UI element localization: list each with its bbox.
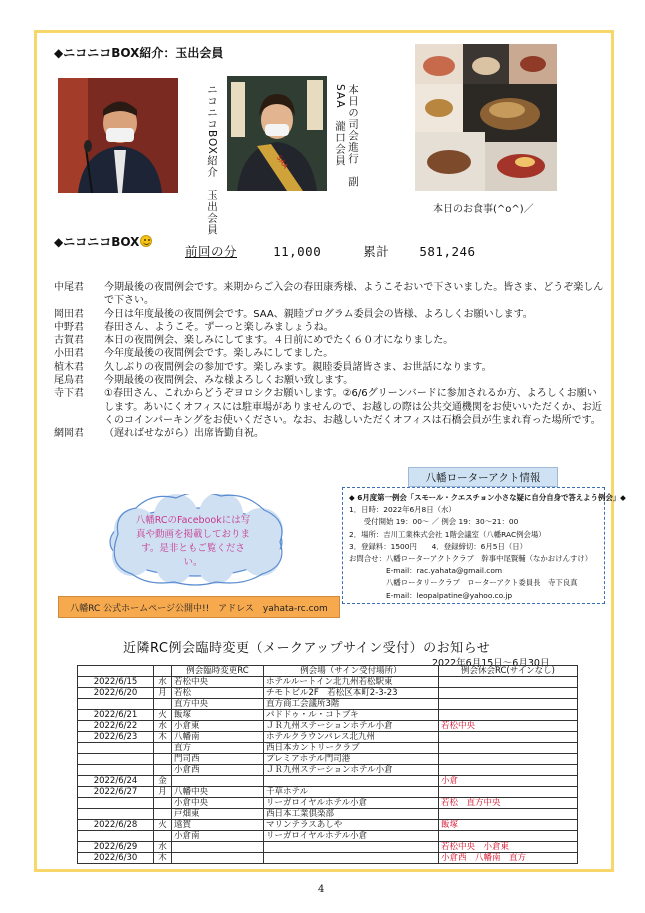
schedule-date: 2022/6/15 [78,677,154,688]
rotaract-line: ◆ 6月度第一例会「スモール・クエスチョン小さな疑に自分自身で答えよう例会」◆ [349,493,626,502]
message-text: 今日は年度最後の夜間例会です。SAA、親睦プログラム委員会の皆様、よろしくお願いします。 [104,308,533,320]
member-name: 古賀君 [54,335,84,347]
schedule-club: 小倉東 [172,721,264,732]
schedule-dow: 木 [154,732,172,743]
rotaract-line: E-mail：rac.yahata@gmail.com [349,566,503,576]
schedule-venue: 西日本工業倶楽部 [264,809,439,820]
schedule-body [78,677,578,864]
niko-box-title [54,233,152,250]
schedule-date: 2022/6/23 [78,732,154,743]
message-text: ①春田さん、これからどうぞヨロシクお願いします。②6/6グリーンバードに参加されるか方、よろしくお願いします。あいにくオフィスには駐車場がありませんので、お越しの際は公共交通機関をお使いいただくか、お近くのコインパーキングをお使いください。なお、お越しいただくオフィスは石橋会員が生まれ育った場所です。 [104,388,602,426]
message-row [54,347,604,360]
meal-caption: 本日のお食事(^o^)／ [433,204,534,215]
schedule-date [78,809,154,820]
schedule-dow [154,743,172,754]
schedule-closed [439,732,578,743]
schedule-row [78,798,578,809]
schedule-venue: マリンテラスあしや [264,820,439,831]
total-value: 581,246 [419,244,476,259]
schedule-dow: 木 [154,853,172,864]
schedule-date [78,765,154,776]
schedule-dow: 水 [154,677,172,688]
schedule-row [78,743,578,754]
schedule-closed [439,831,578,842]
schedule-row [78,831,578,842]
message-text: 久しぶりの夜間例会の参加です。楽しみます。親睦委員諸皆さま、お世話になります。 [104,361,492,373]
message-row [54,387,604,427]
schedule-dow: 金 [154,776,172,787]
schedule-venue [264,842,439,853]
schedule-venue: ホテルルートイン北九州若松駅東 [264,677,439,688]
rotaract-line: お問合せ：八幡ローターアクトクラブ 幹事中尾賢輔（なかおけんすけ） [349,554,593,564]
schedule-venue: パドドゥ・ル・コトブキ [264,710,439,721]
schedule-club: 遠賀 [172,820,264,831]
schedule-row [78,754,578,765]
schedule-club: 直方 [172,743,264,754]
member-name: 中野君 [54,321,84,333]
rotaract-line: 受付開始 19：00〜 ／ 例会 19：30〜21：00 [349,517,519,527]
schedule-club: 門司西 [172,754,264,765]
message-text: 春田さん、ようこそ。ずーっと楽しみましょうね。 [104,321,334,333]
schedule-row [78,809,578,820]
header-date [78,666,154,677]
message-row [54,427,604,440]
message-row [54,308,604,321]
homepage-banner: 八幡RC 公式ホームページ公開中!! アドレス yahata-rc.com [58,596,340,618]
schedule-venue: リーガロイヤルホテル小倉 [264,798,439,809]
header-club: 例会臨時変更RC [172,666,264,677]
schedule-club: 若松中央 [172,677,264,688]
schedule-closed [439,710,578,721]
schedule-closed: 飯塚 [439,820,578,831]
schedule-venue: ＪＲ九州ステーションホテル小倉 [264,765,439,776]
schedule-date [78,798,154,809]
member-name: 小田君 [54,348,84,360]
schedule-dow [154,809,172,820]
message-row [54,281,604,308]
schedule-date: 2022/6/22 [78,721,154,732]
schedule-date: 2022/6/20 [78,688,154,699]
meal-photo-collage [415,44,557,191]
header-venue: 例会場（サイン受付場所） [264,666,439,677]
schedule-date: 2022/6/28 [78,820,154,831]
header-dow [154,666,172,677]
schedule-venue: 千草ホテル [264,787,439,798]
schedule-row [78,699,578,710]
niko-box-totals [185,242,476,260]
schedule-dow [154,831,172,842]
schedule-club: 小倉西 [172,765,264,776]
schedule-club: 八幡中央 [172,787,264,798]
schedule-row [78,787,578,798]
schedule-club: 小倉南 [172,831,264,842]
niko-box-title-text: ◆ニコニコBOX [54,235,140,249]
schedule-venue [264,776,439,787]
schedule-closed [439,809,578,820]
message-row [54,334,604,347]
schedule-venue: ホテルクラウンパレス北九州 [264,732,439,743]
schedule-club: 小倉中央 [172,798,264,809]
schedule-row [78,853,578,864]
mc-photo [227,76,327,191]
schedule-date: 2022/6/24 [78,776,154,787]
schedule-row [78,721,578,732]
schedule-venue: 西日本カントリークラブ [264,743,439,754]
schedule-dow [154,754,172,765]
schedule-dow: 水 [154,721,172,732]
schedule-closed: 小倉西 八幡南 直方 [439,853,578,864]
message-text: 本日の夜間例会、楽しみにしてます。４日前にめでたく６０才になりました。 [104,335,454,347]
prev-value: 11,000 [273,244,322,259]
schedule-date: 2022/6/27 [78,787,154,798]
schedule-club: 飯塚 [172,710,264,721]
schedule-dow: 月 [154,787,172,798]
schedule-closed: 小倉 [439,776,578,787]
schedule-club: 戸畑東 [172,809,264,820]
message-row [54,321,604,334]
niko-intro-title: ◆ニコニコBOX紹介：玉出会員 [54,46,224,60]
prev-label: 前回の分 [185,244,238,259]
schedule-date [78,754,154,765]
schedule-closed [439,677,578,688]
smile-icon [140,235,152,247]
schedule-row [78,677,578,688]
schedule-closed [439,754,578,765]
member-name: 寺下君 [54,388,84,400]
schedule-date [78,831,154,842]
schedule-date: 2022/6/29 [78,842,154,853]
rotaract-line: 2．場所：吉川工業株式会社 1階会議室（八幡RAC例会場） [349,529,546,539]
schedule-closed [439,765,578,776]
header-closed: 例会休会RC(サインなし) [439,666,578,677]
schedule-venue: 直方商工会議所3階 [264,699,439,710]
niko-messages [54,281,604,441]
schedule-venue [264,853,439,864]
schedule-dow: 月 [154,688,172,699]
schedule-venue: チモトビル2F 若松区本町2-3-23 [264,688,439,699]
schedule-dow [154,798,172,809]
speaker-caption: ニコニコBOX紹介 玉出会員 [206,84,218,236]
schedule-closed [439,743,578,754]
rotaract-line: 八幡ロータリークラブ ローターアクト委員長 寺下良真 [349,578,578,588]
rotaract-line: E-mail：leopalpatine@yahoo.co.jp [349,590,513,600]
schedule-header-row [78,666,578,677]
message-row [54,374,604,387]
message-text: （遅ればせながら）出席皆勤自祝。 [104,428,264,440]
schedule-range: 2022年6月15日〜6月30日 [432,658,550,669]
schedule-row [78,688,578,699]
schedule-row [78,776,578,787]
schedule-dow [154,699,172,710]
facebook-notice: 八幡RCのFacebookには写真や動画を掲載しております。是非ともご覧ください。 [135,515,251,568]
schedule-venue: リーガロイヤルホテル小倉 [264,831,439,842]
schedule-closed: 若松中央 小倉東 [439,842,578,853]
rotaract-info-box [342,487,626,604]
rotaract-title: 八幡ローターアクト情報 [408,467,558,487]
schedule-row [78,820,578,831]
member-name: 網岡君 [54,428,84,440]
schedule-club: 若松 [172,688,264,699]
member-name: 中尾君 [54,282,84,293]
schedule-dow: 火 [154,710,172,721]
message-row [54,361,604,374]
speaker-photo [58,78,178,193]
schedule-club: 八幡南 [172,732,264,743]
schedule-closed [439,787,578,798]
member-name: 植木君 [54,361,84,373]
total-label: 累計 [363,244,390,259]
schedule-club [172,842,264,853]
sash-text: SAA [274,153,290,171]
schedule-club [172,853,264,864]
schedule-dow [154,765,172,776]
schedule-row [78,732,578,743]
schedule-date [78,743,154,754]
schedule-venue: ＪＲ九州ステーションホテル小倉 [264,721,439,732]
schedule-closed: 若松中央 [439,721,578,732]
message-text: 今年度最後の夜間例会です。楽しみにしてました。 [104,348,334,360]
schedule-row [78,710,578,721]
schedule-title: 近隣RC例会臨時変更（メークアップサイン受付）のお知らせ [123,641,491,656]
mc-caption: 本日の司会進行 副SAA 瀧口会員 [334,84,359,188]
schedule-row [78,765,578,776]
member-name: 尾鳥君 [54,375,84,387]
schedule-dow: 火 [154,820,172,831]
message-text: 今期最後の夜間例会です。来期からご入会の春田康秀様、ようこそおいで下さいました。皆さま、どうぞ楽しんで下さい。 [104,282,604,307]
schedule-date: 2022/6/30 [78,853,154,864]
schedule-closed [439,688,578,699]
schedule-club: 直方中央 [172,699,264,710]
page-number: 4 [318,884,325,895]
rotaract-line: 1．日時：2022年6月8日（水） [349,505,456,515]
message-text: 今期最後の夜間例会、みな様よろしくお願い致します。 [104,375,354,387]
schedule-date: 2022/6/21 [78,710,154,721]
schedule-table [77,665,578,864]
schedule-dow: 水 [154,842,172,853]
schedule-venue: プレミアホテル門司港 [264,754,439,765]
schedule-closed: 若松 直方中央 [439,798,578,809]
member-name: 岡田君 [54,308,84,320]
schedule-club [172,776,264,787]
schedule-row [78,842,578,853]
schedule-date [78,699,154,710]
rotaract-line: 3．登録料：1500円 4．登録締切：6月5日（日） [349,541,528,551]
schedule-closed [439,699,578,710]
